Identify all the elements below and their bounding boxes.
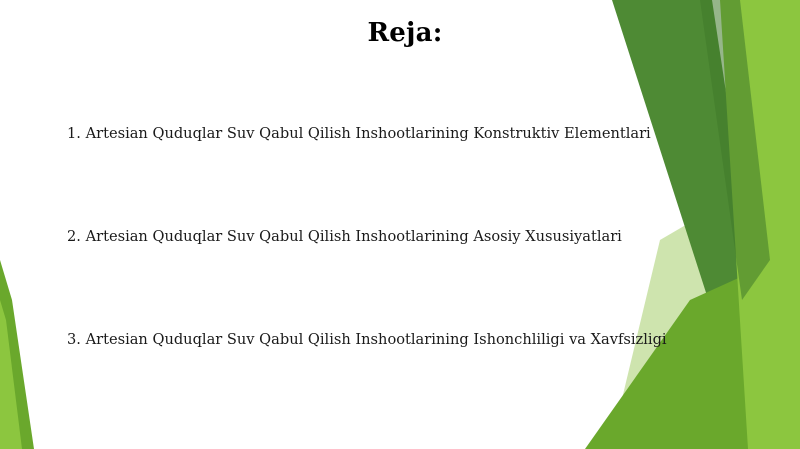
plan-item-1: 1. Artesian Quduqlar Suv Qabul Qilish Inshootlarining Konstruktiv Elementlari bbox=[67, 125, 651, 142]
plan-item-2: 2. Artesian Quduqlar Suv Qabul Qilish Inshootlarining Asosiy Xususiyatlari bbox=[67, 228, 622, 245]
plan-item-3: 3. Artesian Quduqlar Suv Qabul Qilish Inshootlarining Ishonchliligi va Xavfsizligi bbox=[67, 331, 667, 348]
slide-title: Reja: bbox=[367, 18, 443, 48]
